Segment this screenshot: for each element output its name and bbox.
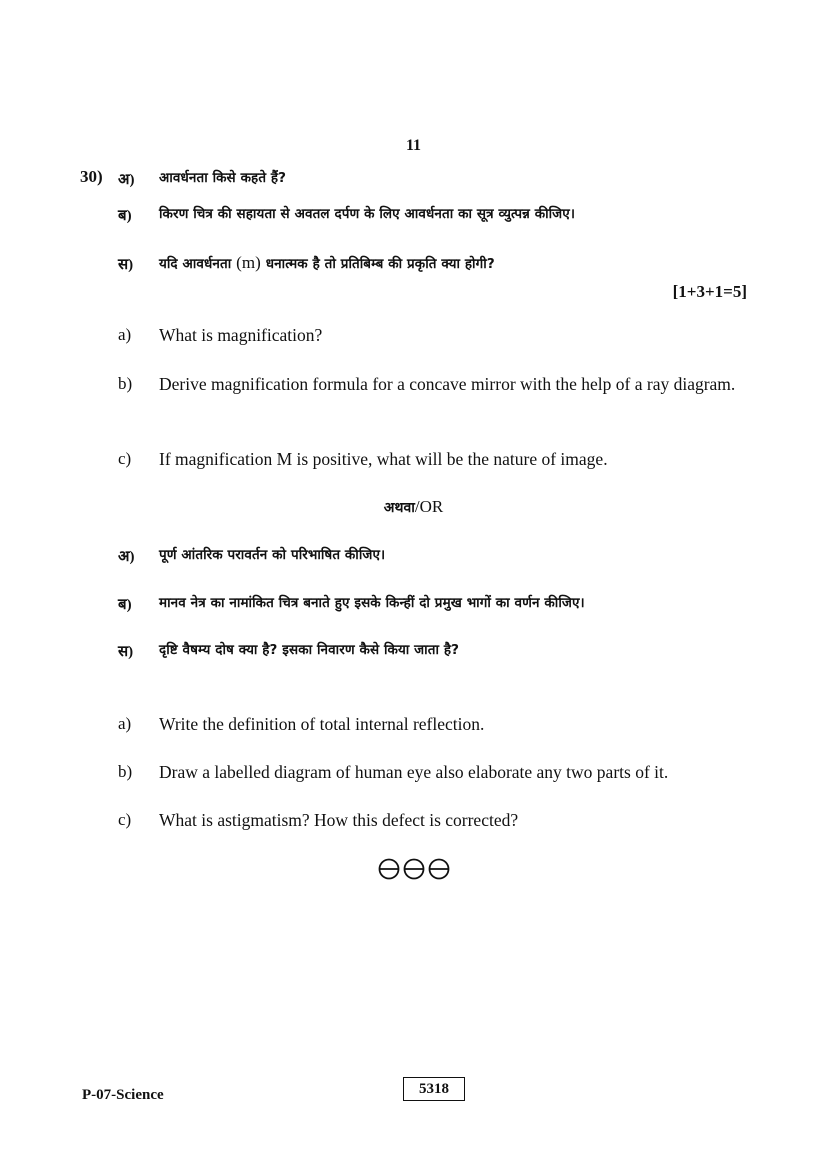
english-question-a: What is magnification? <box>159 325 323 345</box>
hindi-label-c: स) <box>118 257 134 273</box>
english-question-b: Derive magnification formula for a concave mirror with the help of a ray diagram. <box>159 374 736 394</box>
hindi-or-question-b: मानव नेत्र का नामांकित चित्र बनाते हुए इसके किन्हीं दो प्रमुख भागों का वर्णन कीजिए। <box>159 595 585 611</box>
hindi-or-question-a: पूर्ण आंतरिक परावर्तन को परिभाषित कीजिए। <box>159 547 386 563</box>
english-or-label-a: a) <box>118 714 132 733</box>
english-or-question-b: Draw a labelled diagram of human eye also elaborate any two parts of it. <box>159 762 669 782</box>
marks-allocation: [1+3+1=5] <box>672 282 747 301</box>
question-number: 30) <box>80 167 103 186</box>
hindi-label-b: ब) <box>118 208 132 224</box>
english-label-a: a) <box>118 325 132 344</box>
english-or-label-c: c) <box>118 810 132 829</box>
or-separator-english: /OR <box>414 497 444 516</box>
hindi-or-label-a: अ) <box>118 549 135 565</box>
english-or-label-b: b) <box>118 762 133 781</box>
end-mark-icon <box>428 858 450 880</box>
end-of-paper-marks <box>0 858 827 880</box>
hindi-label-a: अ) <box>118 172 135 188</box>
hindi-question-a: आवर्धनता किसे कहते हैं? <box>159 170 287 186</box>
english-or-question-c: What is astigmatism? How this defect is corrected? <box>159 810 519 830</box>
page-number: 11 <box>405 137 422 154</box>
hindi-question-b: किरण चित्र की सहायता से अवतल दर्पण के लिए आवर्धनता का सूत्र व्युत्पन्न कीजिए। <box>159 206 576 222</box>
hindi-question-c-before: यदि आवर्धनता <box>159 256 237 272</box>
footer-subject-code: P-07-Science <box>82 1087 164 1103</box>
end-mark-icon <box>403 858 425 880</box>
hindi-or-label-b: ब) <box>118 597 132 613</box>
hindi-question-c <box>159 250 749 277</box>
footer-paper-code: 5318 <box>403 1077 465 1101</box>
hindi-question-c-after: धनात्मक है तो प्रतिबिम्ब की प्रकृति क्या होगी? <box>260 256 495 272</box>
or-separator <box>0 497 827 517</box>
hindi-or-question-c: दृष्टि वैषम्य दोष क्या है? इसका निवारण कैसे किया जाता है? <box>159 642 460 658</box>
english-or-question-a: Write the definition of total internal reflection. <box>159 714 485 734</box>
english-question-c: If magnification M is positive, what will be the nature of image. <box>159 449 608 469</box>
english-label-b: b) <box>118 374 133 393</box>
hindi-question-c-latin: (m) <box>236 253 261 272</box>
english-label-c: c) <box>118 449 132 468</box>
hindi-or-label-c: स) <box>118 644 134 660</box>
or-separator-hindi: अथवा <box>383 500 415 516</box>
end-mark-icon <box>378 858 400 880</box>
